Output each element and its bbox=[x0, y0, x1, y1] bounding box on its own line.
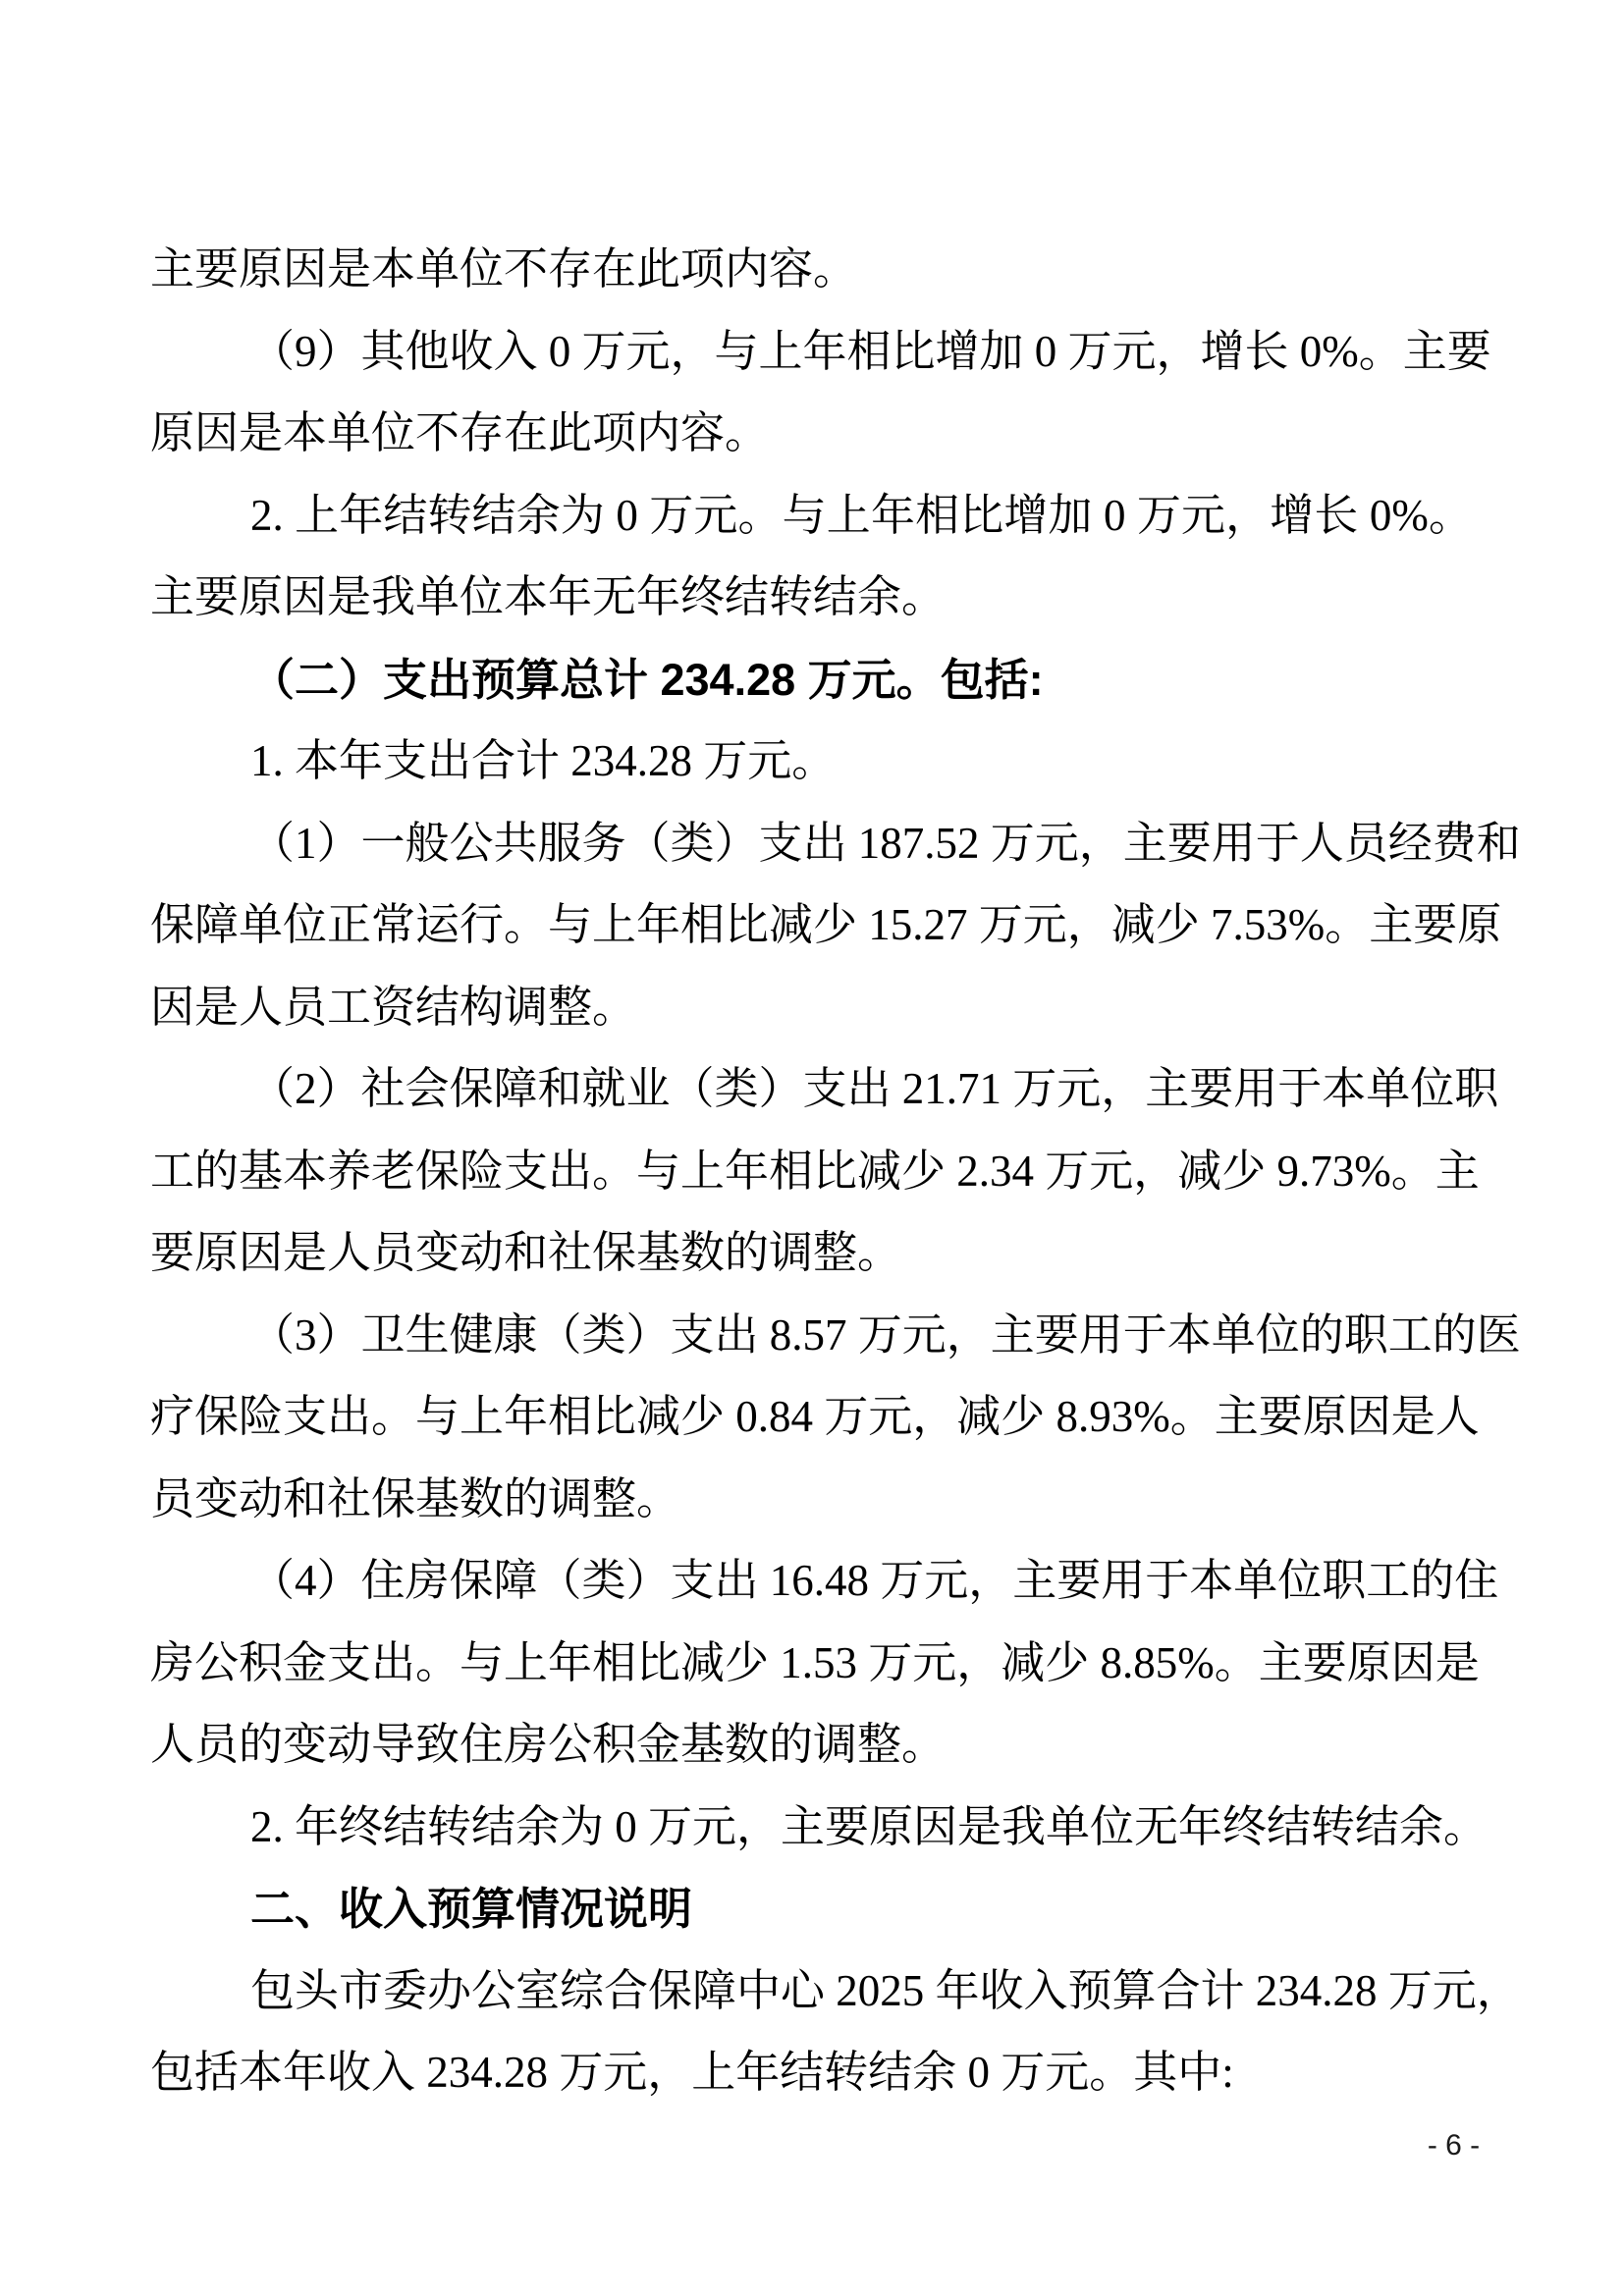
doc-line: 原因是本单位不存在此项内容。 bbox=[150, 408, 770, 457]
doc-line: 员变动和社保基数的调整。 bbox=[150, 1473, 681, 1523]
doc-line: （1）一般公共服务（类）支出 187.52 万元，主要用于人员经费和 bbox=[250, 818, 1521, 868]
page-number: - 6 - bbox=[1427, 2129, 1481, 2162]
doc-line: 因是人员工资结构调整。 bbox=[150, 982, 637, 1032]
doc-line: 包头市委办公室综合保障中心 2025 年收入预算合计 234.28 万元， bbox=[250, 1965, 1521, 2015]
doc-line: 1. 本年支出合计 234.28 万元。 bbox=[250, 736, 837, 785]
doc-line: 房公积金支出。与上年相比减少 1.53 万元，减少 8.85%。主要原因是 bbox=[150, 1637, 1480, 1687]
doc-line: 人员的变动导致住房公积金基数的调整。 bbox=[150, 1720, 947, 1769]
doc-line: 包括本年收入 234.28 万元，上年结转结余 0 万元。其中: bbox=[150, 2048, 1234, 2097]
doc-line: 保障单位正常运行。与上年相比减少 15.27 万元，减少 7.53%。主要原 bbox=[150, 900, 1502, 949]
doc-section-heading: 二、收入预算情况说明 bbox=[250, 1884, 693, 1934]
doc-line: 2. 年终结转结余为 0 万元，主要原因是我单位无年终结转结余。 bbox=[250, 1801, 1489, 1851]
doc-line: （2）社会保障和就业（类）支出 21.71 万元，主要用于本单位职 bbox=[250, 1064, 1499, 1113]
doc-line: （3）卫生健康（类）支出 8.57 万元，主要用于本单位的职工的医 bbox=[250, 1309, 1521, 1360]
doc-line: 2. 上年结转结余为 0 万元。与上年相比增加 0 万元，增长 0%。 bbox=[250, 490, 1473, 540]
doc-line: （4）住房保障（类）支出 16.48 万元，主要用于本单位职工的住 bbox=[250, 1556, 1499, 1605]
doc-line: 主要原因是本单位不存在此项内容。 bbox=[150, 244, 858, 294]
doc-line: （9）其他收入 0 万元，与上年相比增加 0 万元，增长 0%。主要 bbox=[250, 326, 1491, 376]
doc-line: 工的基本养老保险支出。与上年相比减少 2.34 万元，减少 9.73%。主 bbox=[150, 1146, 1480, 1196]
document-body bbox=[150, 229, 1521, 2114]
doc-line: 主要原因是我单位本年无年终结转结余。 bbox=[150, 572, 947, 621]
doc-line: 要原因是人员变动和社保基数的调整。 bbox=[150, 1228, 902, 1277]
doc-line: 疗保险支出。与上年相比减少 0.84 万元，减少 8.93%。主要原因是人 bbox=[150, 1392, 1480, 1441]
doc-section-heading: （二）支出预算总计 234.28 万元。包括: bbox=[250, 654, 1044, 705]
